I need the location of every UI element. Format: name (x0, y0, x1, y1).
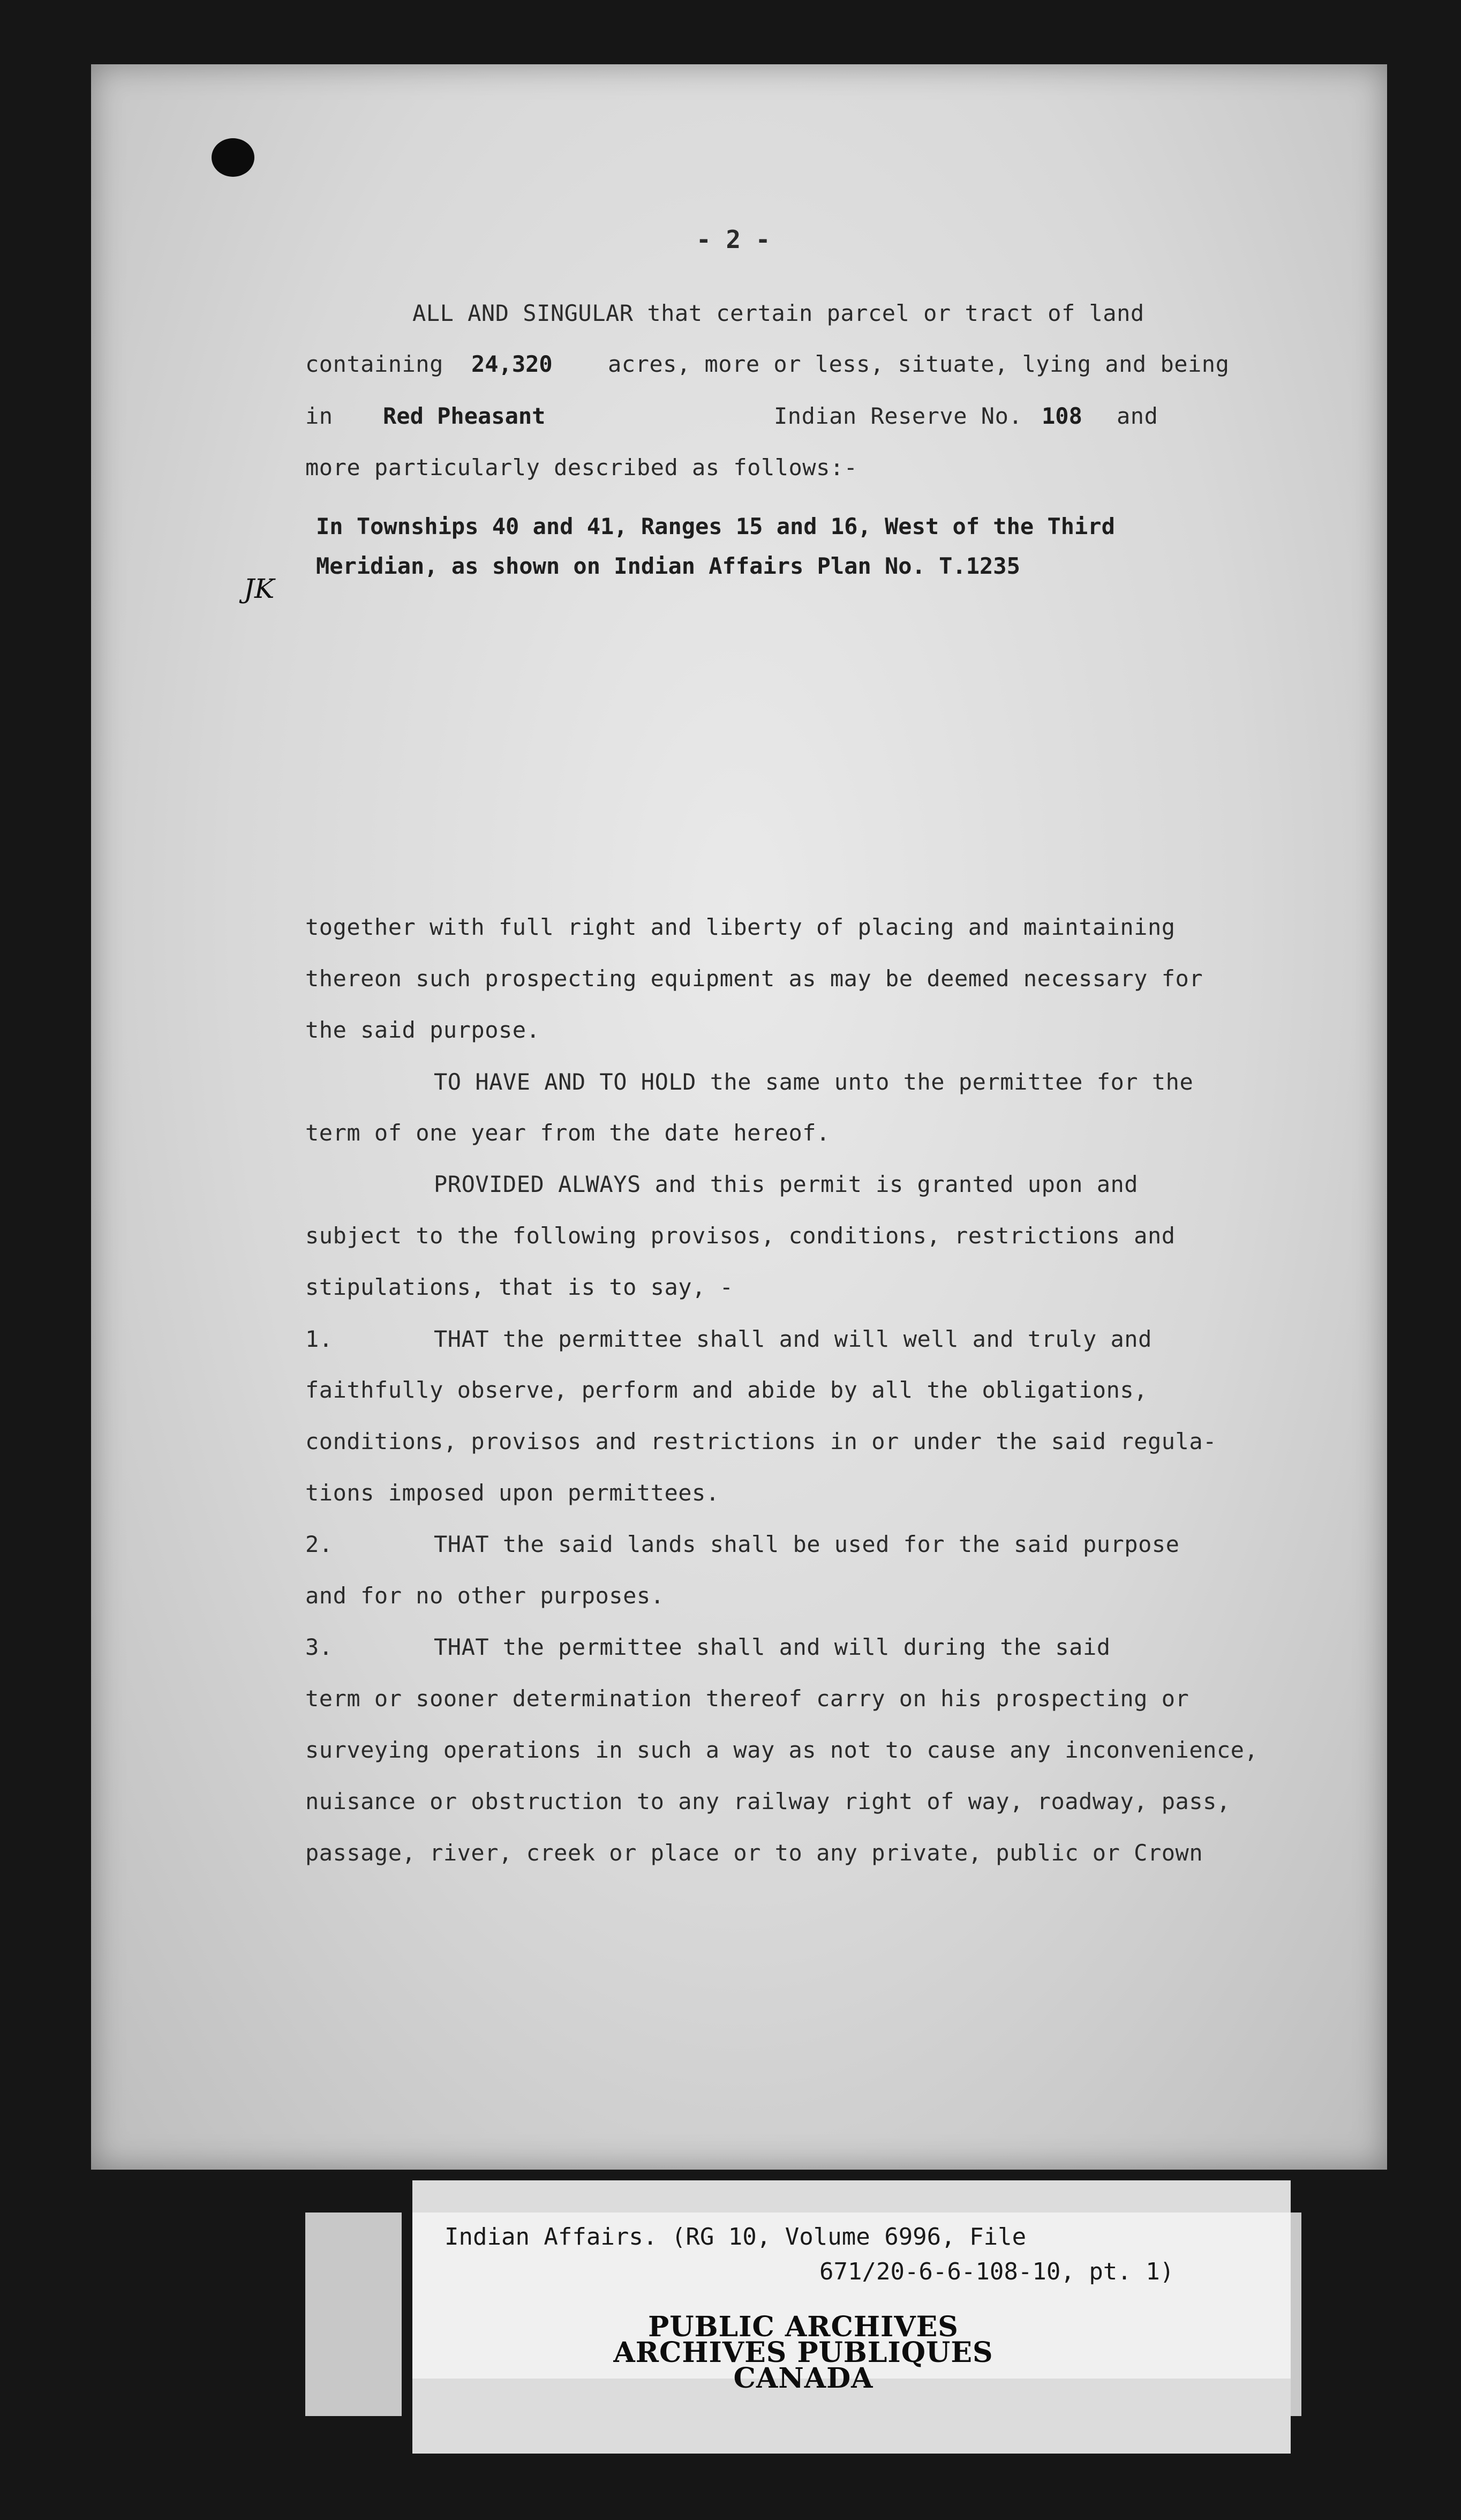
text-line: stipulations, that is to say, - (305, 1274, 734, 1300)
label-strip-left (305, 2212, 402, 2416)
stamp-line: CANADA (733, 2362, 873, 2395)
stamp-line: PUBLIC ARCHIVES (648, 2311, 959, 2343)
clause-number: 1. (305, 1326, 333, 1352)
acres-field: 24,320 (471, 351, 553, 377)
archive-stamp (536, 2311, 1071, 2395)
handwritten-initials: JK (244, 573, 275, 604)
text-line: tions imposed upon permittees. (305, 1480, 720, 1506)
text-line: THAT the permittee shall and will well and truly and (434, 1326, 1152, 1352)
text-line: Indian Reserve No. (774, 403, 1023, 429)
text-line: more particularly described as follows:- (305, 454, 858, 481)
text-line: THAT the permittee shall and will during the said (434, 1634, 1111, 1660)
text-line: conditions, provisos and restrictions in or under the said regula- (305, 1428, 1217, 1454)
stamp-line: ARCHIVES PUBLIQUES (613, 2336, 993, 2369)
text-line: containing (305, 351, 443, 377)
reserve-number-field: 108 (1042, 403, 1082, 429)
text-line: subject to the following provisos, conditions, restrictions and (305, 1222, 1176, 1249)
archive-reference-line: Indian Affairs. (RG 10, Volume 6996, File (445, 2223, 1027, 2251)
text-line: ALL AND SINGULAR that certain parcel or tract of land (412, 300, 1144, 326)
text-line: acres, more or less, situate, lying and being (608, 351, 1230, 377)
text-line: term of one year from the date hereof. (305, 1120, 830, 1146)
text-line: passage, river, creek or place or to any private, public or Crown (305, 1840, 1203, 1866)
text-line: and (1117, 403, 1158, 429)
page-number: - 2 - (696, 225, 771, 254)
text-line: in (305, 403, 333, 429)
archive-reference-line: 671/20-6-6-108-10, pt. 1) (819, 2258, 1174, 2285)
text-line: term or sooner determination thereof carry on his prospecting or (305, 1685, 1189, 1712)
clause-number: 3. (305, 1634, 333, 1660)
punch-hole (212, 138, 254, 177)
text-line: nuisance or obstruction to any railway right of way, roadway, pass, (305, 1788, 1231, 1814)
land-description-line: In Townships 40 and 41, Ranges 15 and 16, West of the Third (316, 513, 1115, 539)
text-line: together with full right and liberty of placing and maintaining (305, 914, 1176, 940)
text-line: THAT the said lands shall be used for the said purpose (434, 1531, 1180, 1557)
text-line: PROVIDED ALWAYS and this permit is granted upon and (434, 1171, 1139, 1197)
text-line: faithfully observe, perform and abide by all the obligations, (305, 1377, 1148, 1403)
reserve-name-field: Red Pheasant (383, 403, 546, 429)
text-line: and for no other purposes. (305, 1582, 665, 1609)
text-line: TO HAVE AND TO HOLD the same unto the permittee for the (434, 1069, 1194, 1095)
text-line: the said purpose. (305, 1017, 540, 1043)
clause-number: 2. (305, 1531, 333, 1557)
text-line: surveying operations in such a way as not to cause any inconvenience, (305, 1737, 1259, 1763)
land-description-line: Meridian, as shown on Indian Affairs Plan No. T.1235 (316, 553, 1020, 579)
text-line: thereon such prospecting equipment as may be deemed necessary for (305, 965, 1203, 992)
